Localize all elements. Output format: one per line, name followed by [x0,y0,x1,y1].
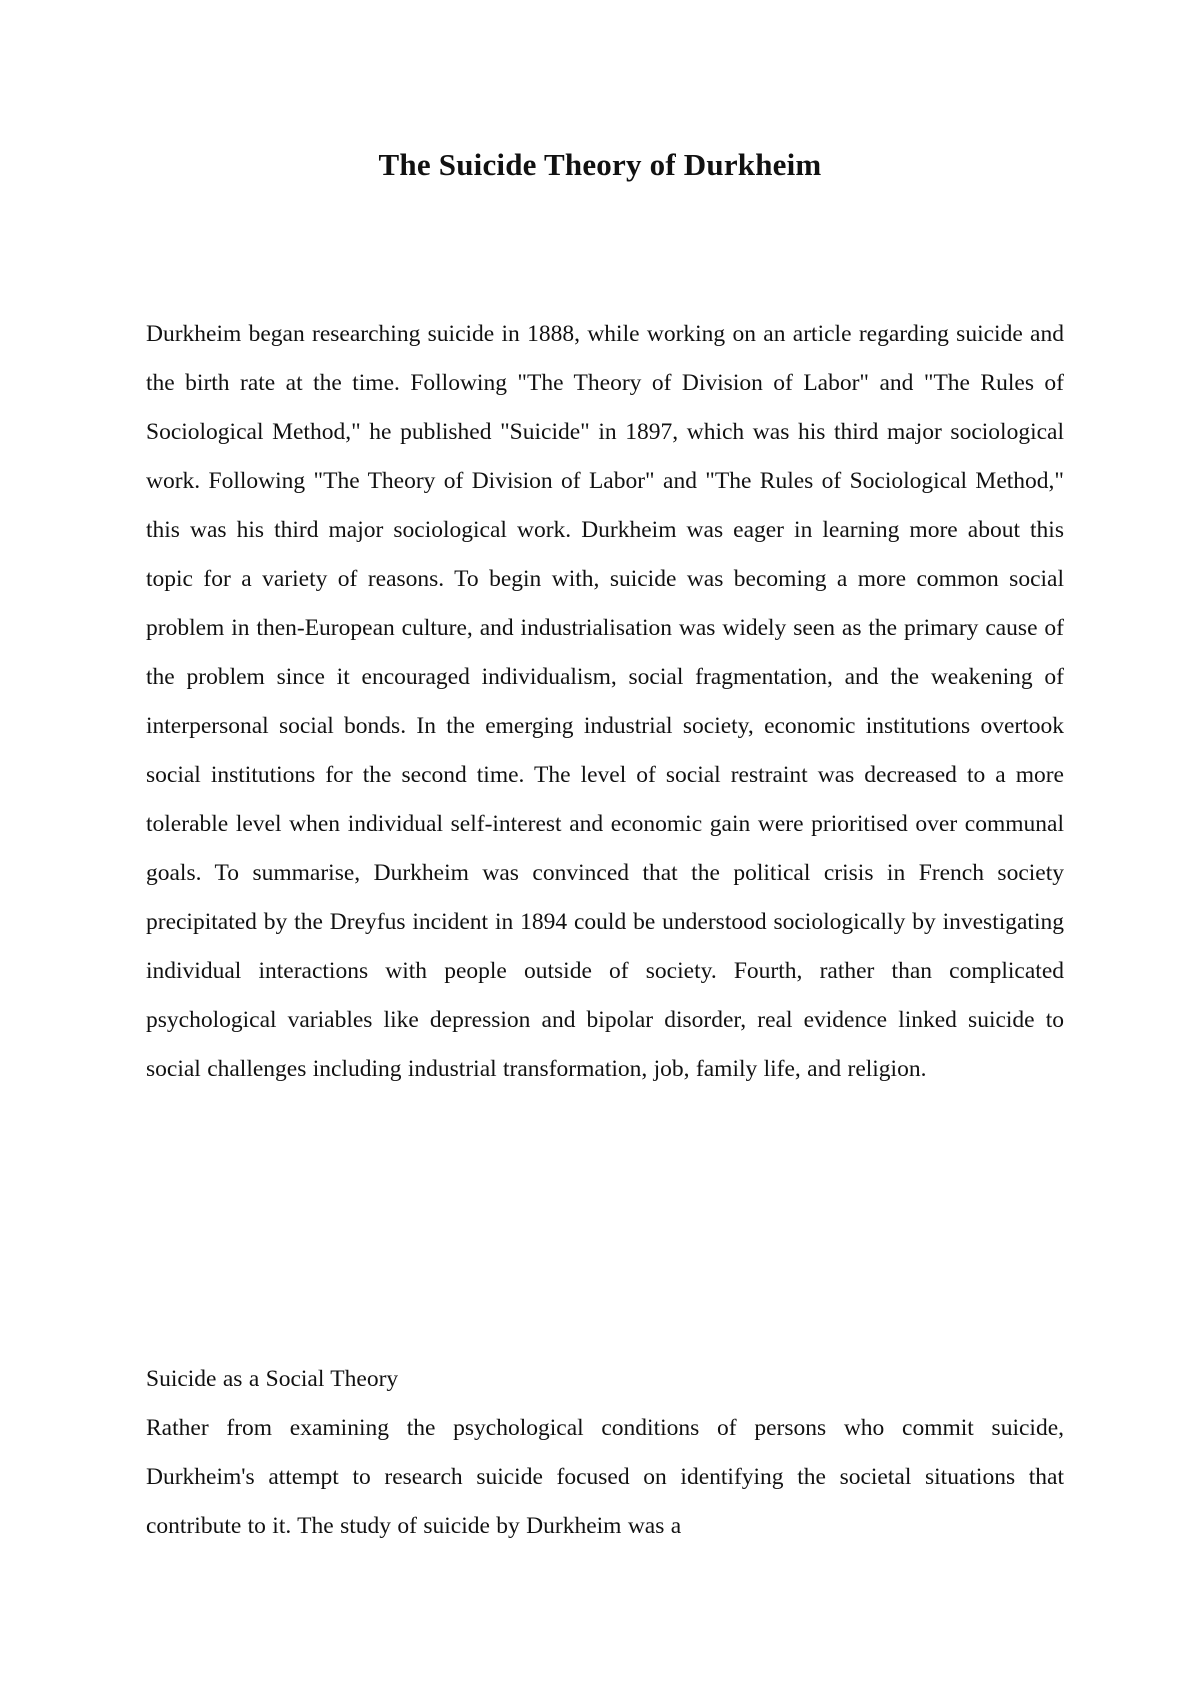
section-heading: Suicide as a Social Theory [146,1366,399,1392]
document-title: The Suicide Theory of Durkheim [378,147,822,182]
paragraph-social-theory: Rather from examining the psychological conditions of persons who commit suicide, Durkheim's attempt to research suicide focused on identifying the societal situations that contribute to it. The study of suicide by Durkheim was a [146,1415,1064,1539]
paragraph-intro: Durkheim began researching suicide in 1888, while working on an article regarding suicide and the birth rate at the time. Following "The Theory of Division of Labor" and "The Rules of Sociological Method," he published "Suicide" in 1897, which was his third major sociological work. Following "The Theory of Division of Labor" and "The Rules of Sociological Method," this was his third major sociological work. Durkheim was eager in learning more about this topic for a variety of reasons. To begin with, suicide was becoming a more common social problem in then-European culture, and industrialisation was widely seen as the primary cause of the problem since it encouraged individualism, social fragmentation, and the weakening of interpersonal social bonds. In the emerging industrial society, economic institutions overtook social institutions for the second time. The level of social restraint was decreased to a more tolerable level when individual self-interest and economic gain were prioritised over communal goals. To summarise, Durkheim was convinced that the political crisis in French society precipitated by the Dreyfus incident in 1894 could be understood sociologically by investigating individual interactions with people outside of society. Fourth, rather than complicated psychological variables like depression and bipolar disorder, real evidence linked suicide to social challenges including industrial transformation, job, family life, and religion. [146,321,1064,1082]
